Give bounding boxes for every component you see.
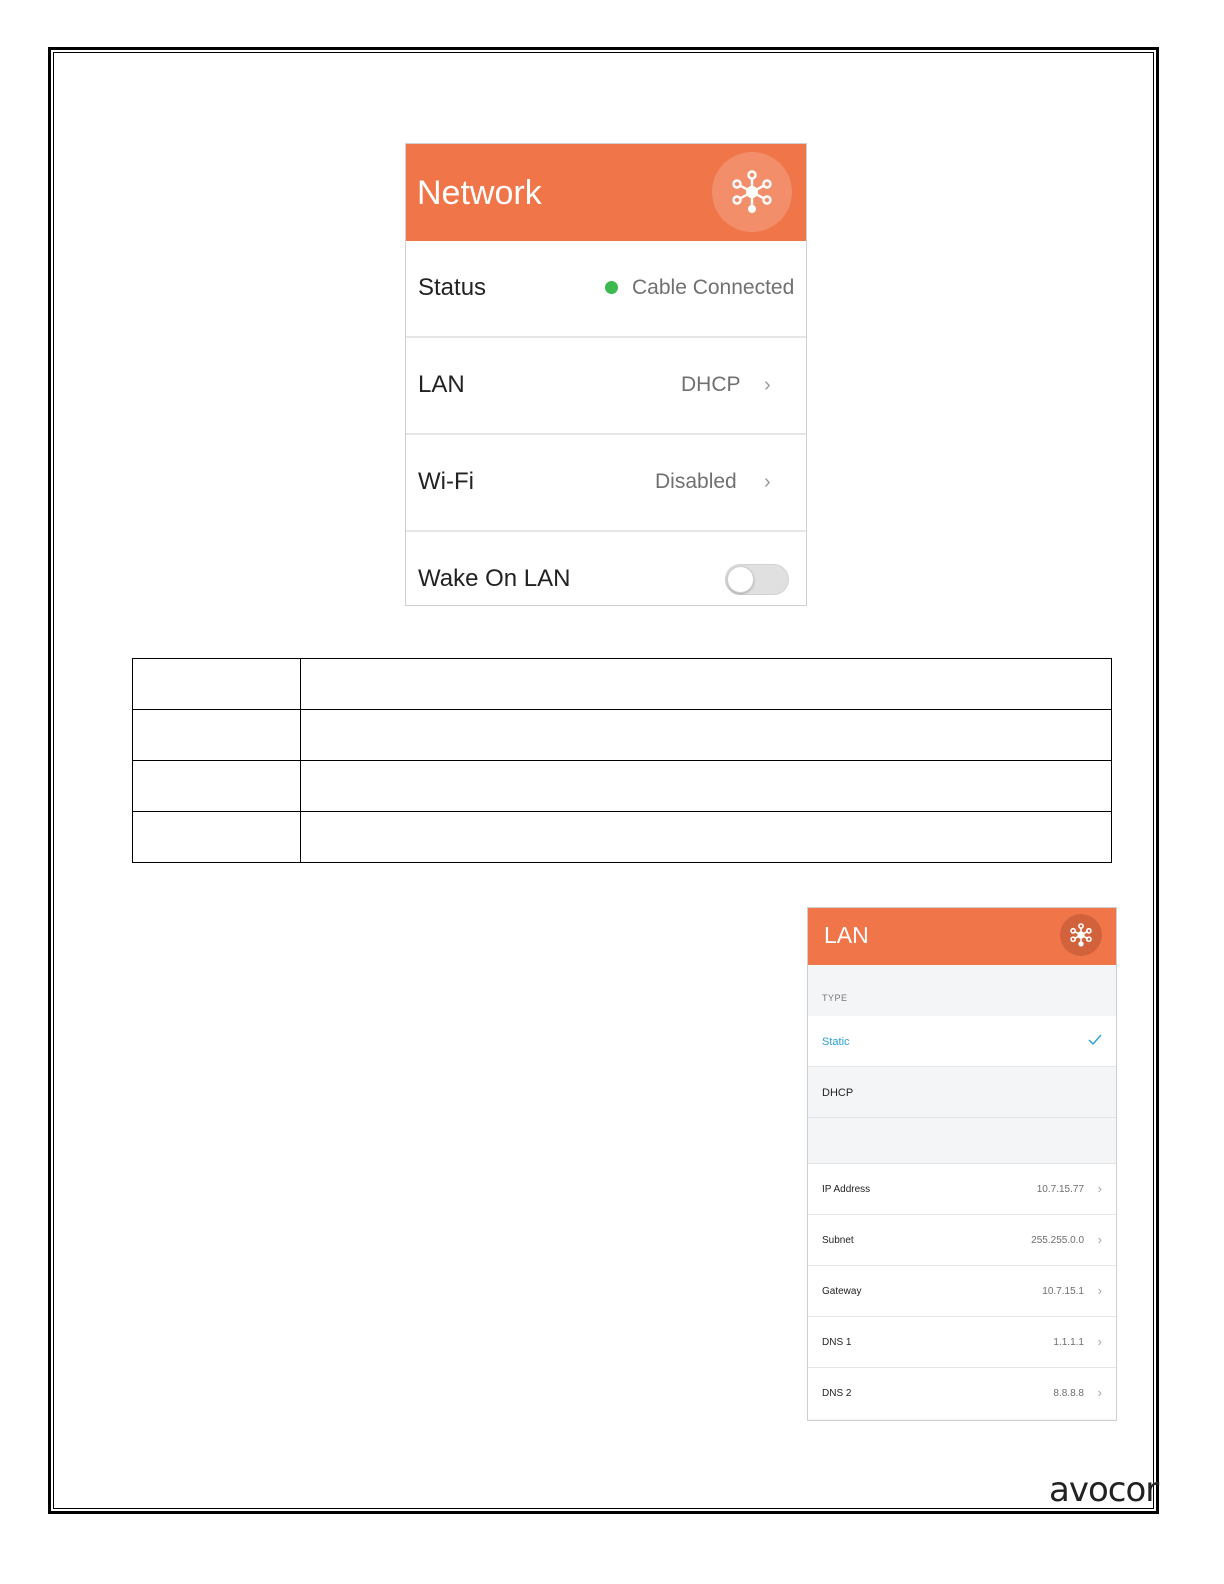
wifi-value: Disabled (655, 470, 737, 493)
lan-label: LAN (418, 371, 465, 398)
checkmark-icon (1088, 1034, 1102, 1046)
status-row (406, 241, 806, 338)
status-value: Cable Connected (632, 276, 795, 299)
field-value: 10.7.15.1 (1042, 1286, 1084, 1297)
table-cell (133, 659, 301, 710)
chevron-right-icon: › (1097, 1232, 1102, 1247)
type-section-label: TYPE (822, 993, 848, 1003)
field-label: DNS 1 (822, 1337, 852, 1348)
chevron-right-icon: › (764, 471, 771, 493)
wake-on-lan-row (406, 532, 806, 606)
table-row (133, 710, 1112, 761)
wifi-label: Wi-Fi (418, 468, 474, 495)
lan-header (808, 908, 1116, 965)
field-value: 10.7.15.77 (1036, 1184, 1084, 1195)
table-row (133, 812, 1112, 863)
ip-address-row[interactable] (808, 1164, 1116, 1215)
subnet-row[interactable] (808, 1215, 1116, 1266)
table-cell (133, 710, 301, 761)
status-label: Status (418, 274, 487, 301)
wifi-row[interactable] (406, 435, 806, 532)
section-spacer (808, 1118, 1116, 1164)
chevron-right-icon: › (764, 374, 771, 396)
field-value: 1.1.1.1 (1053, 1337, 1084, 1348)
chevron-right-icon: › (1097, 1283, 1102, 1298)
table-cell (133, 761, 301, 812)
type-option-label: Static (822, 1036, 850, 1048)
field-value: 255.255.0.0 (1031, 1235, 1084, 1246)
table-cell (301, 812, 1112, 863)
type-option-label: DHCP (822, 1087, 854, 1099)
status-indicator-dot (605, 281, 618, 294)
network-hub-icon[interactable] (1060, 914, 1102, 956)
wake-on-lan-label: Wake On LAN (418, 565, 571, 592)
type-option-dhcp[interactable] (808, 1067, 1116, 1118)
network-settings-panel (405, 143, 807, 606)
network-header (406, 144, 806, 241)
avocor-logo: avocor (1049, 1470, 1159, 1510)
network-title: Network (417, 174, 542, 212)
field-value: 8.8.8.8 (1053, 1388, 1084, 1399)
table-row (133, 761, 1112, 812)
field-label: Gateway (822, 1286, 862, 1297)
chevron-right-icon: › (1097, 1334, 1102, 1349)
lan-row[interactable] (406, 338, 806, 435)
wake-on-lan-toggle[interactable] (725, 564, 789, 595)
lan-value: DHCP (681, 373, 741, 396)
field-label: IP Address (822, 1184, 871, 1195)
field-label: Subnet (822, 1235, 854, 1246)
lan-settings-panel (807, 907, 1117, 1421)
chevron-right-icon: › (1097, 1181, 1102, 1196)
table-cell (133, 812, 301, 863)
table-cell (301, 710, 1112, 761)
table-row (133, 659, 1112, 710)
table-cell (301, 659, 1112, 710)
description-table (132, 658, 1112, 863)
table-cell (301, 761, 1112, 812)
network-hub-icon[interactable] (712, 152, 792, 232)
toggle-knob (727, 566, 754, 593)
type-option-static[interactable] (808, 1016, 1116, 1067)
gateway-row[interactable] (808, 1266, 1116, 1317)
lan-title: LAN (824, 922, 869, 948)
dns1-row[interactable] (808, 1317, 1116, 1368)
chevron-right-icon: › (1097, 1385, 1102, 1400)
field-label: DNS 2 (822, 1388, 852, 1399)
dns2-row[interactable] (808, 1368, 1116, 1419)
